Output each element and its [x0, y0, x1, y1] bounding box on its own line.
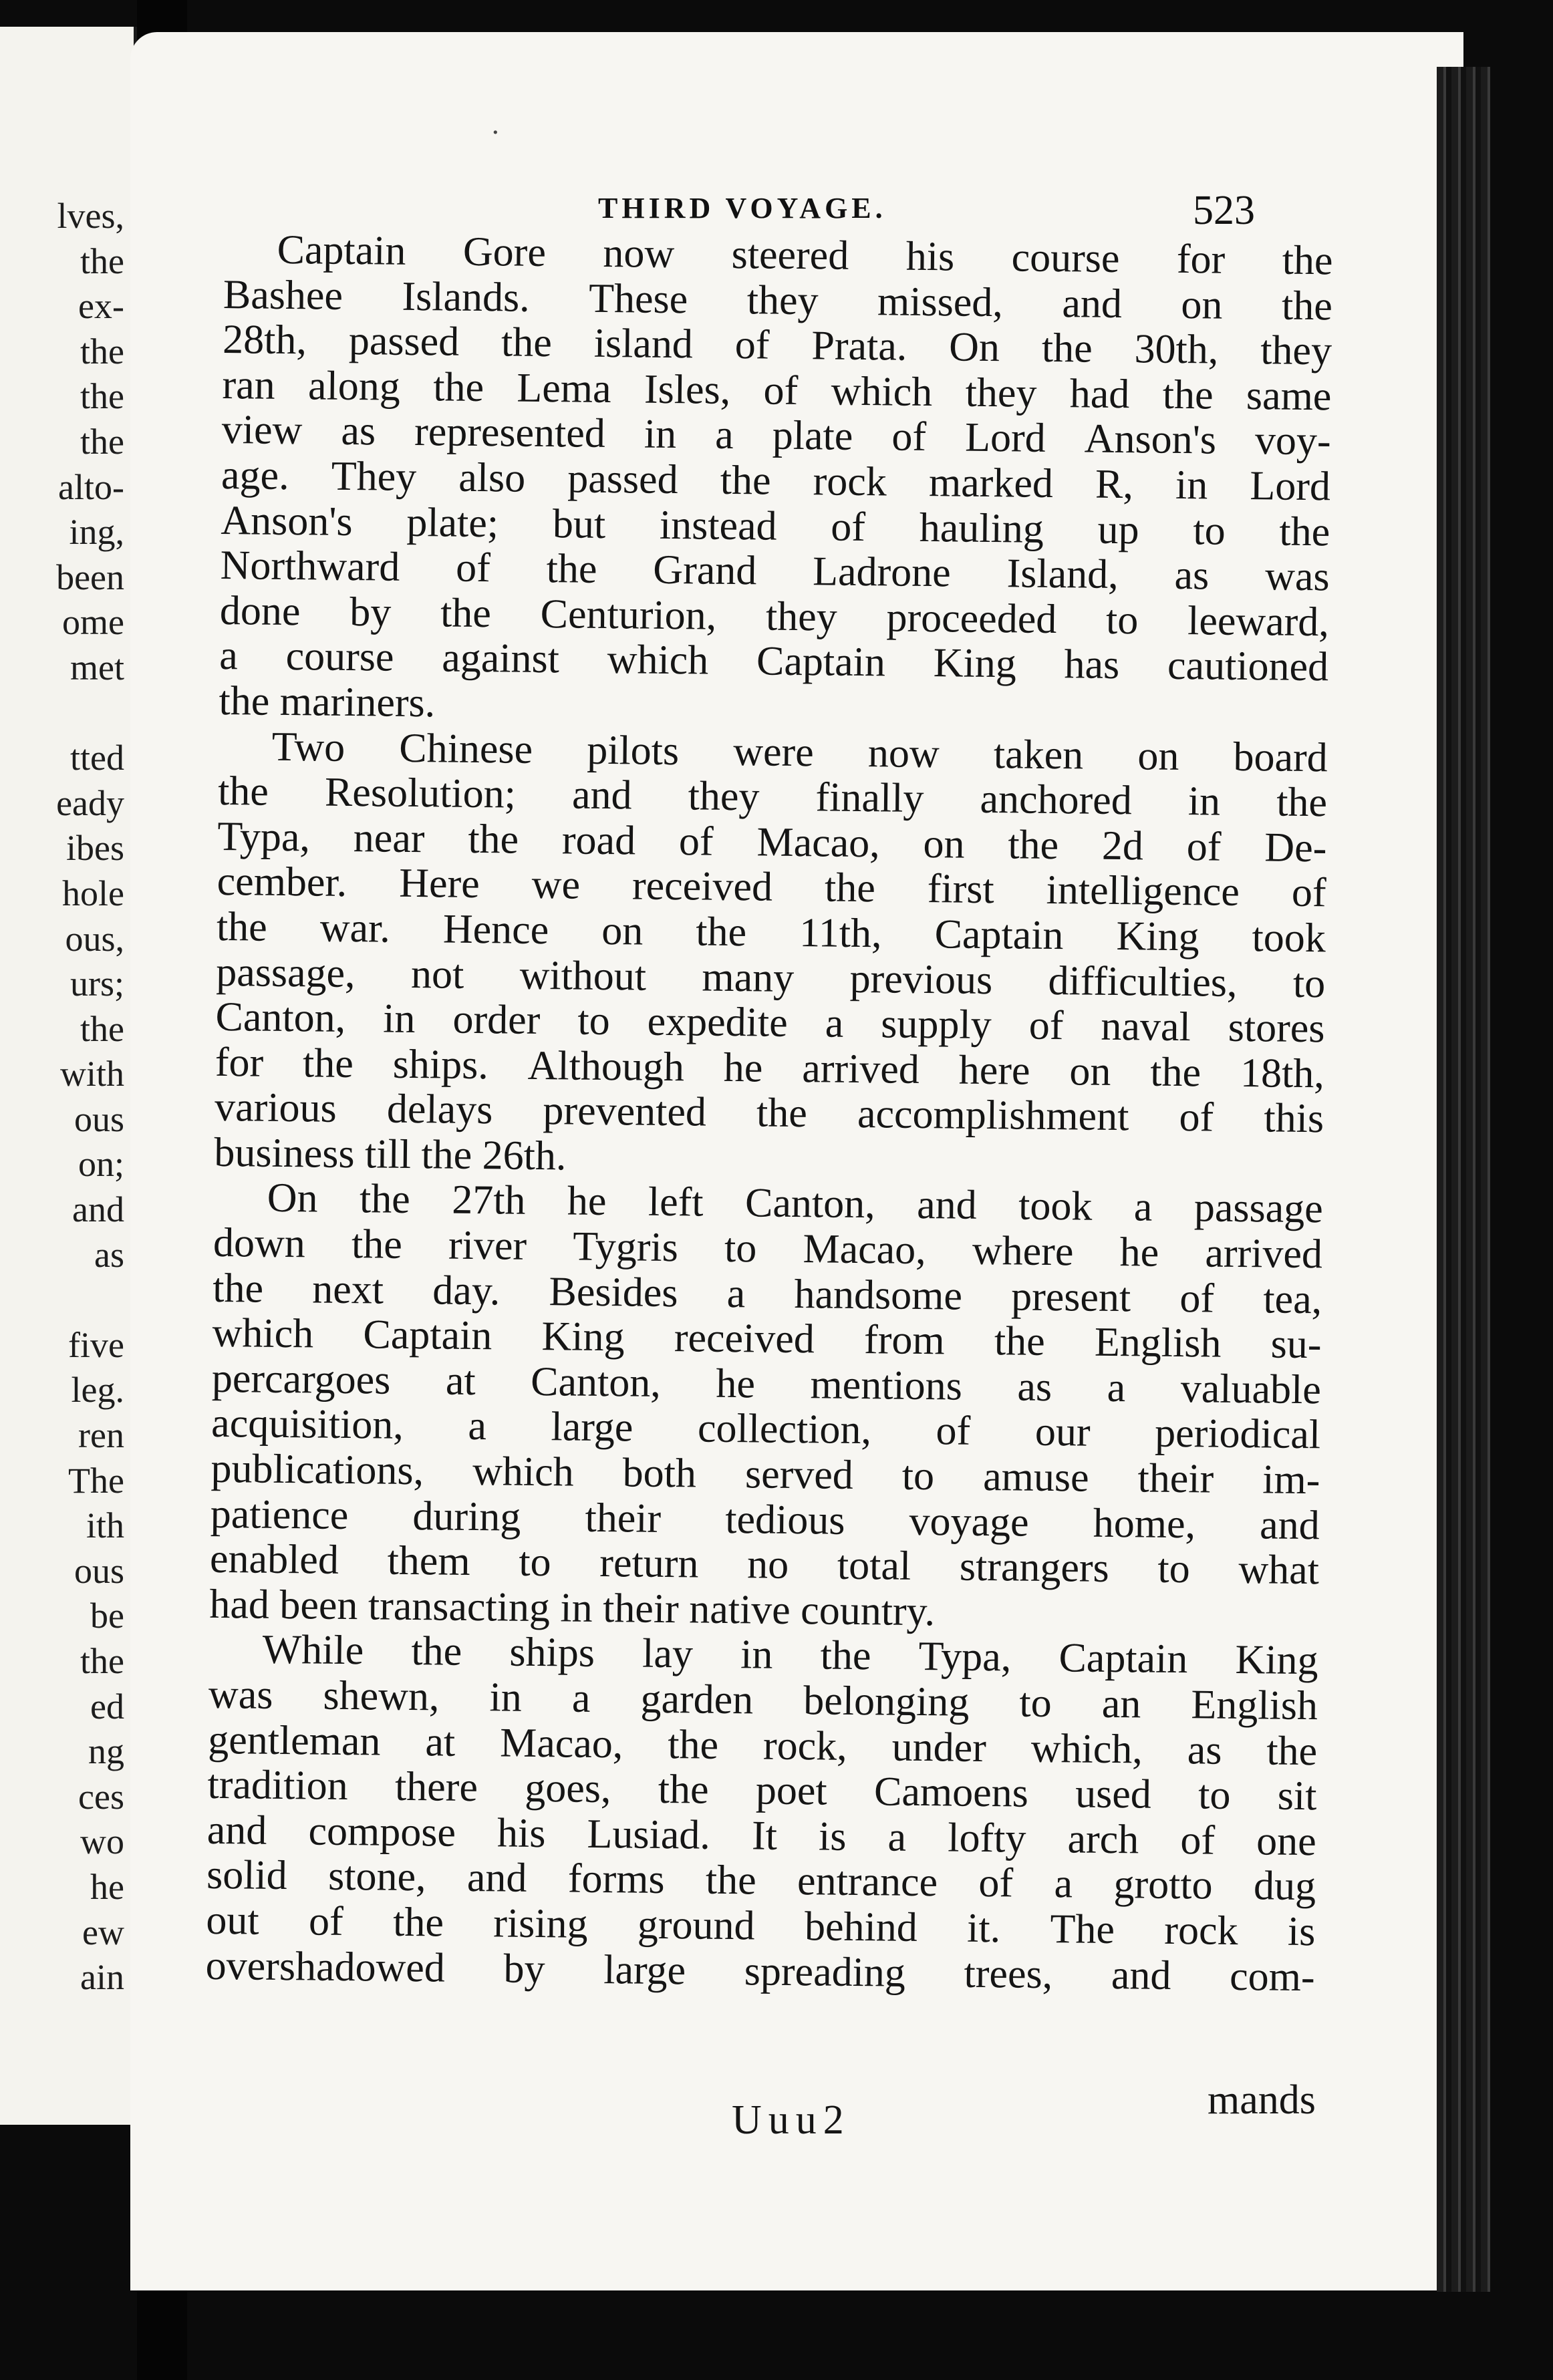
text-line: the Resolution; and they finally anchored in the	[217, 768, 1328, 826]
text-line: the next day. Besides a handsome present of tea,	[213, 1265, 1322, 1322]
previous-page-line-fragment: ing,	[69, 512, 124, 553]
previous-page-line-fragment: ibes	[66, 828, 124, 869]
text-line: patience during their tedious voyage home, and	[210, 1491, 1320, 1548]
text-line: passage, not without many previous difficulties, to	[215, 949, 1326, 1006]
previous-page-line-fragment: five	[68, 1324, 124, 1365]
previous-page-line-fragment: met	[70, 647, 124, 688]
text-line: Typa, near the road of Macao, on the 2d of De-	[217, 813, 1327, 871]
text-line: which Captain King received from the English su-	[212, 1310, 1322, 1368]
previous-page-line-fragment: ous	[74, 1098, 124, 1139]
previous-page-line-fragment: ren	[78, 1415, 124, 1456]
text-line: 28th, passed the island of Prata. On the 30th, they	[222, 317, 1332, 374]
previous-page-line-fragment: ous	[74, 1550, 124, 1591]
page-number: 523	[1193, 188, 1255, 233]
text-line: While the ships lay in the Typa, Captain King	[262, 1627, 1318, 1684]
text-line: various delays prevented the accomplishment of this	[214, 1084, 1324, 1142]
previous-page-line-fragment: the	[80, 376, 124, 417]
previous-page-line-fragment: lves,	[57, 196, 124, 236]
page-edges	[1437, 67, 1490, 2292]
text-line: and compose his Lusiad. It is a lofty arch of one	[206, 1807, 1317, 1865]
text-line: the mariners.	[219, 678, 436, 726]
previous-page-line-endings	[56, 194, 124, 2000]
book-page	[130, 32, 1463, 2290]
text-line: solid stone, and forms the entrance of a grotto dug	[206, 1852, 1316, 1910]
previous-page-line-fragment: he	[90, 1866, 124, 1907]
previous-page-line-fragment	[56, 1278, 124, 1323]
text-line: Captain Gore now steered his course for the	[277, 227, 1333, 284]
text-line: was shewn, in a garden belonging to an English	[208, 1671, 1318, 1729]
previous-page-line-fragment: ous,	[65, 918, 124, 959]
previous-page	[0, 27, 140, 2125]
previous-page-line-fragment	[56, 691, 124, 736]
text-line: cember. Here we received the first intelligence of	[217, 859, 1326, 916]
stray-mark: ·	[491, 118, 500, 148]
previous-page-line-fragment: as	[94, 1234, 124, 1275]
text-line: age. They also passed the rock marked R, in Lord	[221, 452, 1331, 510]
text-line: tradition there goes, the poet Camoens used to sit	[207, 1762, 1317, 1819]
previous-page-line-fragment: ew	[82, 1912, 124, 1952]
previous-page-line-fragment: the	[80, 1008, 124, 1049]
body-text	[205, 227, 1333, 2000]
previous-page-line-fragment: and	[72, 1189, 124, 1230]
previous-page-line-fragment: leg.	[71, 1370, 124, 1410]
text-line: Anson's plate; but instead of hauling up to the	[221, 497, 1330, 555]
previous-page-line-fragment: the	[80, 241, 124, 281]
previous-page-line-fragment: on;	[78, 1144, 124, 1185]
text-line: enabled them to return no total strangers to what	[209, 1536, 1320, 1594]
text-line: done by the Centurion, they proceeded to leeward,	[219, 587, 1330, 645]
previous-page-line-fragment: be	[90, 1596, 124, 1636]
text-line: a course against which Captain King has cautioned	[219, 633, 1329, 690]
previous-page-line-fragment: wo	[80, 1821, 124, 1862]
previous-page-line-fragment: ed	[90, 1686, 124, 1727]
text-line: overshadowed by large spreading trees, and com-	[205, 1942, 1315, 2000]
previous-page-line-fragment: the	[80, 331, 124, 371]
previous-page-line-fragment: ces	[78, 1776, 124, 1817]
text-line: acquisition, a large collection, of our periodical	[210, 1400, 1321, 1458]
previous-page-line-fragment: the	[80, 421, 124, 462]
previous-page-line-fragment: the	[80, 1641, 124, 1681]
text-line: for the ships. Although he arrived here on the 18th,	[215, 1039, 1325, 1096]
catchword: mands	[1208, 2077, 1316, 2123]
previous-page-line-fragment: ng	[88, 1731, 124, 1772]
previous-page-line-fragment: ith	[86, 1505, 124, 1546]
text-line: gentleman at Macao, the rock, under which, as the	[207, 1717, 1318, 1774]
previous-page-line-fragment: ain	[80, 1957, 124, 1998]
previous-page-line-fragment: The	[68, 1460, 124, 1501]
text-line: down the river Tygris to Macao, where he arrived	[213, 1219, 1323, 1278]
previous-page-line-fragment: ome	[62, 602, 124, 643]
text-line: ran along the Lema Isles, of which they had the same	[222, 361, 1332, 420]
previous-page-line-fragment: alto-	[58, 466, 124, 507]
signature-mark: Uuu2	[732, 2097, 851, 2143]
text-line: On the 27th he left Canton, and took a passage	[267, 1175, 1324, 1232]
running-head: THIRD VOYAGE.	[598, 192, 887, 225]
text-line: business till the 26th.	[214, 1129, 567, 1179]
previous-page-line-fragment: been	[56, 557, 124, 597]
previous-page-line-fragment: eady	[56, 782, 124, 823]
text-line: Bashee Islands. These they missed, and on the	[223, 271, 1333, 329]
previous-page-line-fragment: hole	[62, 873, 124, 913]
text-line: had been transacting in their native country.	[209, 1581, 936, 1635]
previous-page-line-fragment: ex-	[78, 286, 124, 327]
previous-page-line-fragment: urs;	[70, 963, 124, 1004]
text-line: Two Chinese pilots were now taken on board	[271, 724, 1328, 780]
text-line: percargoes at Canton, he mentions as a valuable	[211, 1355, 1322, 1413]
previous-page-line-fragment: tted	[70, 738, 124, 778]
text-line: Northward of the Grand Ladrone Island, as was	[220, 543, 1330, 600]
text-line: view as represented in a plate of Lord Anson's voy-	[221, 407, 1332, 464]
text-line: the war. Hence on the 11th, Captain King took	[216, 903, 1326, 961]
text-line: out of the rising ground behind it. The rock is	[206, 1897, 1316, 1955]
text-line: publications, which both served to amuse their im-	[210, 1445, 1320, 1503]
text-line: Canton, in order to expedite a supply of naval stores	[215, 994, 1325, 1052]
previous-page-line-fragment: with	[59, 1054, 124, 1094]
